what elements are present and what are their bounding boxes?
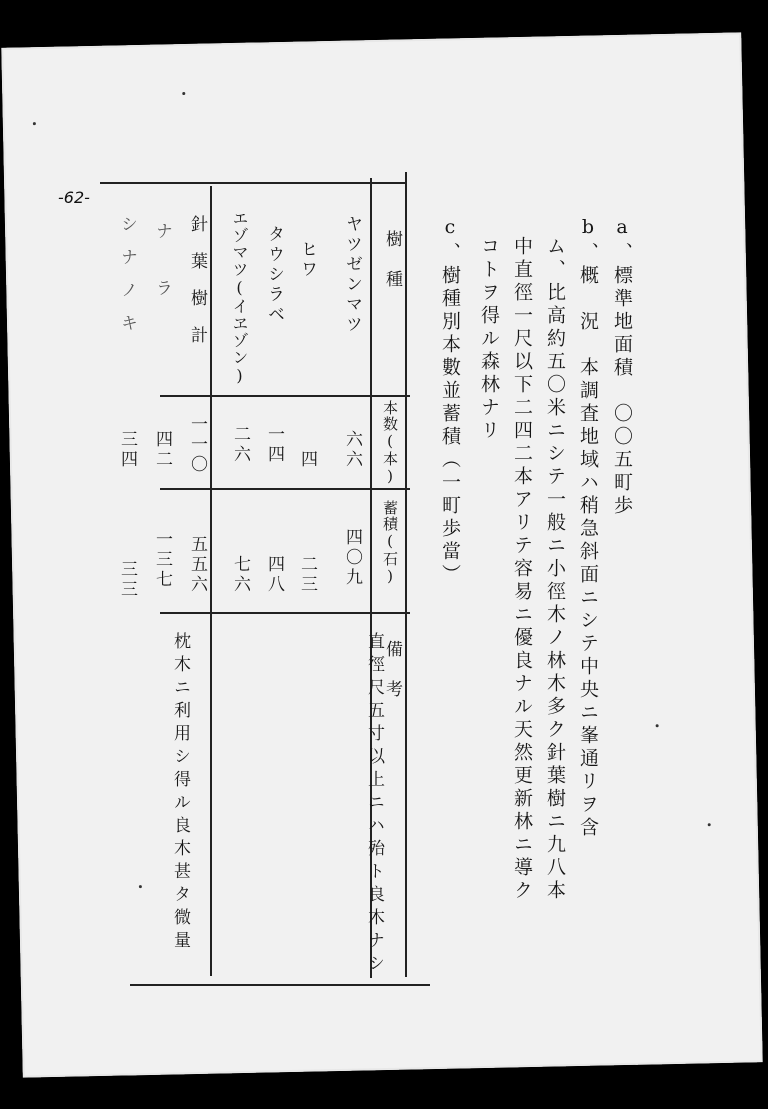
- row-count: 一四: [264, 425, 284, 465]
- row-volume: 二三: [297, 555, 317, 595]
- row-volume: 三三: [117, 560, 137, 600]
- subtotal-volume: 五五六: [187, 535, 207, 595]
- header-species: 樹 種: [382, 230, 402, 290]
- item-b-line2: ム、比高約五〇米ニシテ一般ニ小徑木ノ林木多ク針葉樹ニ九八本: [544, 236, 566, 903]
- row-divider-1: [160, 395, 410, 397]
- row-count: 二六: [230, 425, 250, 465]
- table-top-rule: [100, 182, 405, 184]
- dust-speck: [708, 823, 711, 826]
- row-divider-2: [160, 488, 410, 490]
- page-number: -62-: [58, 188, 90, 207]
- item-a-area: a、標準地面積 〇〇五町歩: [611, 216, 633, 518]
- subtotal-species: 針葉樹計: [187, 215, 207, 363]
- header-volume: 蓄積(石): [381, 500, 399, 586]
- dust-speck: [33, 122, 36, 125]
- group-divider: [210, 186, 212, 976]
- header-remarks: 備 考: [382, 640, 402, 700]
- row-count: 三四: [117, 430, 137, 470]
- dust-speck: [656, 724, 659, 727]
- row-species: シナノキ: [117, 215, 137, 347]
- item-b-line4: コトヲ得ル森林ナリ: [478, 236, 500, 443]
- row-count: 四: [297, 450, 317, 470]
- row-species: ナラ: [152, 222, 172, 336]
- dust-speck: [182, 92, 185, 95]
- remark-2: 枕木ニ利用シ得ル良木甚タ微量: [170, 632, 190, 954]
- row-species: エゾマツ(イヱゾン): [230, 210, 249, 386]
- header-count: 本数(本): [381, 400, 399, 486]
- row-volume: 四〇九: [342, 528, 362, 588]
- table-bottom-rule: [130, 984, 430, 986]
- subtotal-count: 一一〇: [187, 415, 207, 475]
- dust-speck: [139, 885, 142, 888]
- row-count: 四二: [152, 430, 172, 470]
- item-b-line3: 中直徑一尺以下二四二本アリテ容易ニ優良ナル天然更新林ニ導ク: [511, 236, 533, 903]
- row-species: タウシラベ: [264, 225, 284, 325]
- row-volume: 七六: [230, 555, 250, 595]
- row-species: ヤツゼンマツ: [342, 215, 362, 335]
- remark-1: 直徑尺五寸以上ニハ殆ト良木ナシ: [364, 632, 384, 977]
- table-right-rule: [405, 172, 407, 977]
- row-volume: 一三七: [152, 530, 172, 590]
- row-species: ヒワ: [297, 240, 317, 280]
- row-divider-3: [160, 612, 410, 614]
- row-count: 六六: [342, 430, 362, 470]
- item-c-heading: c、樹種別本數並蓄積（一町歩當）: [439, 216, 461, 587]
- row-volume: 四八: [264, 555, 284, 595]
- item-b-overview: b、概 況 本調査地域ハ稍急斜面ニシテ中央ニ峯通リヲ含: [577, 216, 599, 840]
